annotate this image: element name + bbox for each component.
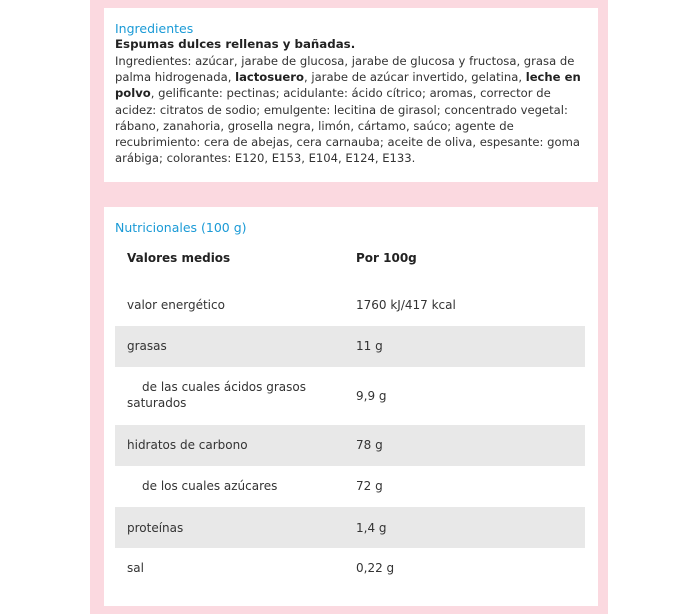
nutrition-card — [104, 207, 598, 606]
product-subtitle: Espumas dulces rellenas y bañadas. — [115, 37, 356, 51]
table-row — [115, 326, 585, 367]
ingredients-title: Ingredientes — [115, 21, 194, 36]
header-value: Por 100g — [356, 251, 417, 265]
row-name — [127, 379, 337, 411]
row-value: 9,9 g — [356, 389, 387, 403]
allergen-leche: leche en polvo — [115, 70, 581, 101]
row-value: 78 g — [356, 438, 383, 452]
header-name: Valores medios — [127, 251, 231, 265]
row-name: de los cuales azúcares — [142, 479, 278, 493]
ingredients-part: Ingredientes: azúcar, jarabe de glucosa, jarabe de glucosa y fructosa, grasa de palma hidrogenada, — [115, 54, 575, 85]
row-name: hidratos de carbono — [127, 438, 248, 452]
nutrition-table — [115, 241, 585, 589]
ingredients-part: , gelificante: pectinas; acidulante: ácido cítrico; aromas, corrector de acidez: citratos de sodio; emulgente: lecitina de girasol; concentrado vegetal: rábano, zanahoria, grosella negra, limón, cártamo, saúco; agente de recubrimiento: cera de abejas, cera carnauba; aceite de oliva, espesante: goma arábiga; colorantes: E120, E153, E104, E124, E133. — [115, 86, 581, 166]
row-value: 1,4 g — [356, 521, 387, 535]
row-value: 11 g — [356, 339, 383, 353]
row-name: proteínas — [127, 521, 184, 535]
table-row — [115, 466, 585, 507]
row-name: grasas — [127, 339, 167, 353]
row-name-text: de las cuales ácidos grasos saturados — [127, 380, 306, 410]
table-row — [115, 548, 585, 589]
row-name: sal — [127, 561, 144, 575]
table-header-row — [115, 241, 585, 285]
table-row — [115, 367, 585, 425]
table-row — [115, 425, 585, 466]
ingredients-card — [104, 8, 598, 182]
row-value: 72 g — [356, 479, 383, 493]
ingredients-list-text — [115, 53, 587, 166]
nutrition-title: Nutricionales (100 g) — [115, 220, 247, 235]
allergen-lactosuero: lactosuero — [235, 70, 304, 85]
ingredients-part: , jarabe de azúcar invertido, gelatina, — [303, 70, 526, 85]
row-value: 0,22 g — [356, 561, 395, 575]
table-row — [115, 507, 585, 548]
row-value: 1760 kJ/417 kcal — [356, 298, 456, 312]
table-row — [115, 285, 585, 326]
row-name: valor energético — [127, 298, 225, 312]
